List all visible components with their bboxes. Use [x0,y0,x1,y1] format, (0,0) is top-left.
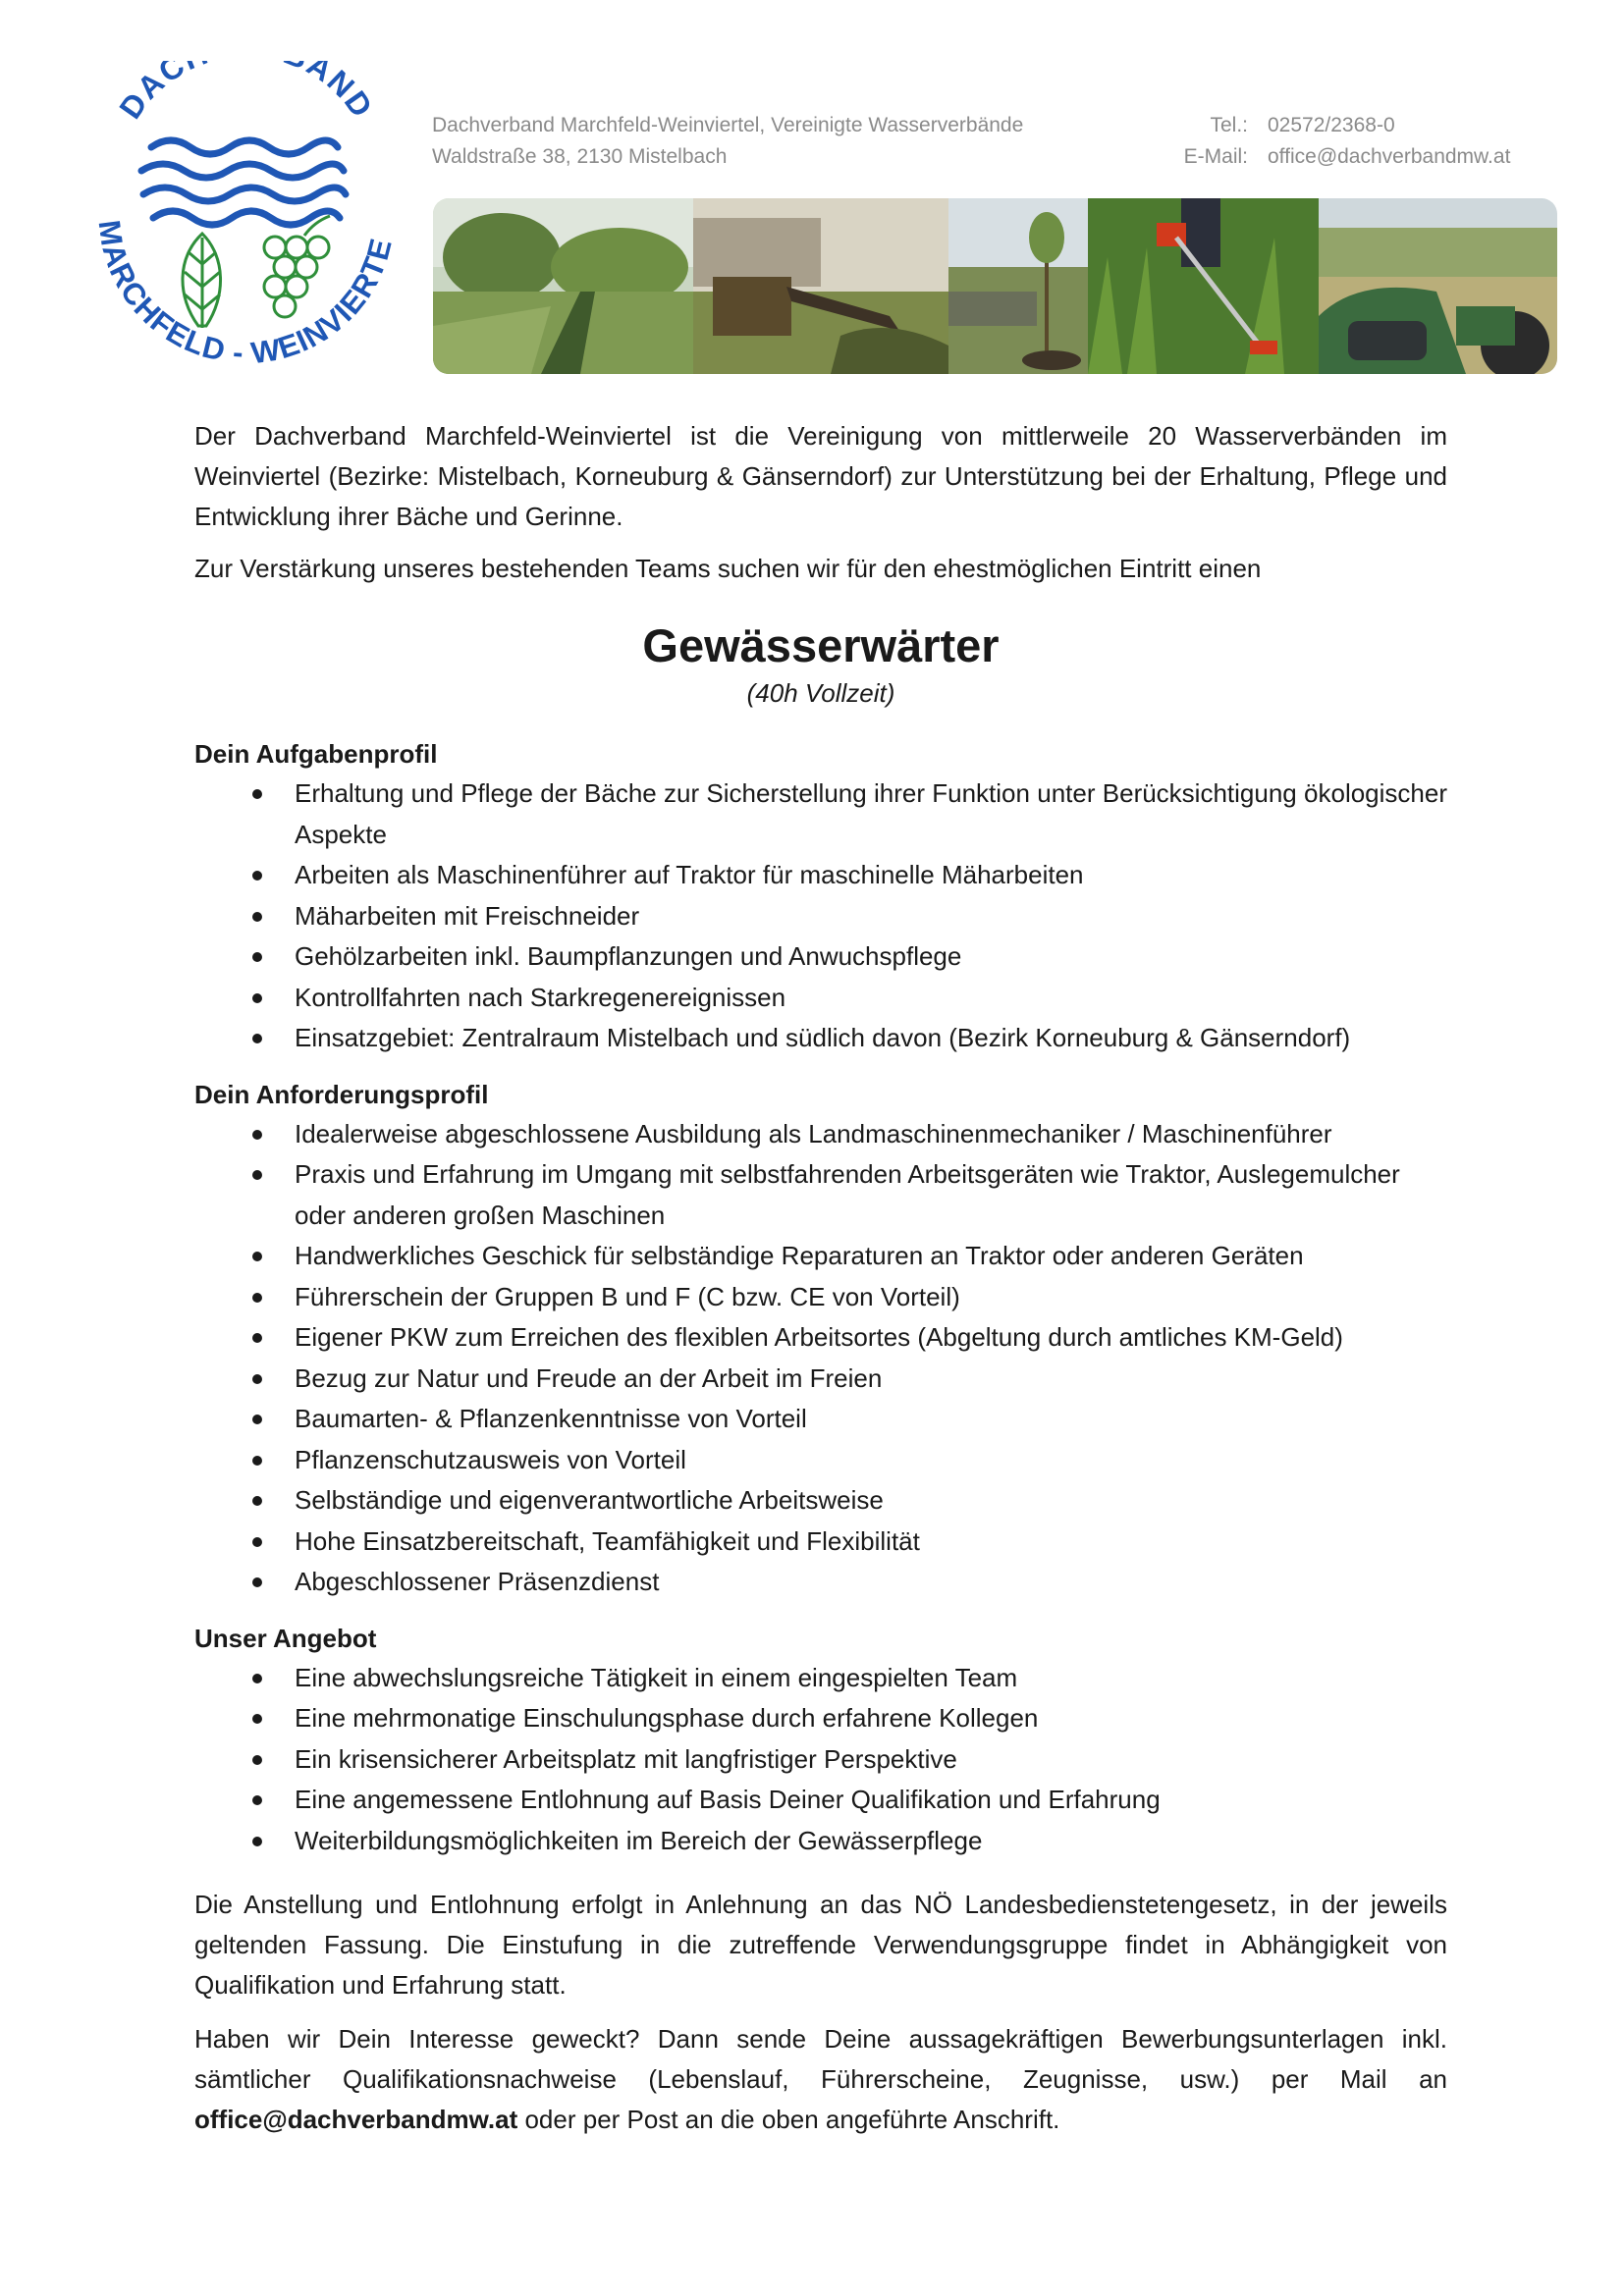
list-item: Bezug zur Natur und Freude an der Arbeit im Freien [194,1359,1447,1400]
tel-value: 02572/2368-0 [1268,114,1395,136]
apply-email-link[interactable]: office@dachverbandmw.at [194,2105,518,2134]
ditch-landscape-photo [433,198,693,374]
list-item: Eine mehrmonatige Einschulungsphase durch erfahrene Kollegen [194,1698,1447,1739]
invite-sentence: Zur Verstärkung unseres bestehenden Teams suchen wir für den ehestmöglichen Eintritt einen [194,554,1262,583]
apply-text-after: oder per Post an die oben angeführte Anschrift. [517,2105,1060,2134]
list-item: Idealerweise abgeschlossene Ausbildung als Landmaschinenmechaniker / Maschinenführer [194,1114,1447,1155]
section-heading-anforderungsprofil: Dein Anforderungsprofil [194,1079,489,1109]
list-item: Gehölzarbeiten inkl. Baumpflanzungen und Anwuchspflege [194,936,1447,978]
section-heading-angebot: Unser Angebot [194,1623,377,1653]
org-address-line: Waldstraße 38, 2130 Mistelbach [432,145,728,168]
job-ad-content [194,416,1447,2140]
svg-text:MARCHFELD - WEINVIERTEL: MARCHFELD - WEINVIERTE [91,218,399,371]
list-item: Handwerkliches Geschick für selbständige Reparaturen an Traktor oder anderen Geräten [194,1236,1447,1277]
list-item: Kontrollfahrten nach Starkregenereignissen [194,978,1447,1019]
list-item: Erhaltung und Pflege der Bäche zur Sicherstellung ihrer Funktion unter Berücksichtigung ökologischer Aspekte [194,774,1447,855]
tree-planting-photo [948,198,1088,374]
email-label: E-Mail: [1183,145,1248,168]
list-item: Einsatzgebiet: Zentralraum Mistelbach und südlich davon (Bezirk Korneuburg & Gänserndorf) [194,1018,1447,1059]
email-value: office@dachverbandmw.at [1268,145,1511,168]
tractor-mower-photo [1319,198,1557,374]
list-item: Abgeschlossener Präsenzdienst [194,1562,1447,1603]
list-item: Selbständige und eigenverantwortliche Arbeitsweise [194,1480,1447,1522]
intro-paragraph: Der Dachverband Marchfeld-Weinviertel ist die Vereinigung von mittlerweile 20 Wasserverbänden im Weinviertel (Bezirke: Mistelbach, Korneuburg & Gänserndorf) zur Unterstützung bei der Erhaltung, Pflege und Entwicklung ihrer Bäche und Gerinne. [194,421,1447,531]
list-item: Führerschein der Gruppen B und F (C bzw. CE von Vorteil) [194,1277,1447,1318]
dachverband-logo [82,61,406,377]
application-paragraph [194,2019,1447,2140]
list-item: Arbeiten als Maschinenführer auf Traktor für maschinelle Mäharbeiten [194,855,1447,896]
svg-text:DACHVERBAND: DAC AND [112,61,381,126]
brush-cutter-photo [1088,198,1319,374]
list-item: Mäharbeiten mit Freischneider [194,896,1447,937]
list-item: Pflanzenschutzausweis von Vorteil [194,1440,1447,1481]
list-item: Hohe Einsatzbereitschaft, Teamfähigkeit und Flexibilität [194,1522,1447,1563]
job-title: Gewässerwärter [642,619,1000,671]
org-name-line: Dachverband Marchfeld-Weinviertel, Vereinigte Wasserverbände [432,114,1024,136]
aufgabenprofil-list [194,774,1447,1059]
excavator-photo [693,198,948,374]
anforderungsprofil-list [194,1114,1447,1603]
list-item: Praxis und Erfahrung im Umgang mit selbstfahrenden Arbeitsgeräten wie Traktor, Auslegemulcher oder anderen großen Maschinen [194,1154,1447,1236]
closing-paragraph: Die Anstellung und Entlohnung erfolgt in Anlehnung an das NÖ Landesbedienstetengesetz, in der jeweils geltenden Fassung. Die Einstufung in die zutreffende Verwendungsgruppe findet in Abhängigkeit von Qualifikation und Erfahrung statt. [194,1890,1447,2000]
list-item: Eigener PKW zum Erreichen des flexiblen Arbeitsortes (Abgeltung durch amtliches KM-Geld) [194,1317,1447,1359]
list-item: Weiterbildungsmöglichkeiten im Bereich der Gewässerpflege [194,1821,1447,1862]
job-subtitle: (40h Vollzeit) [746,678,895,708]
list-item: Eine abwechslungsreiche Tätigkeit in einem eingespielten Team [194,1658,1447,1699]
header-photo-strip [433,198,1557,374]
organization-contact-block [432,110,1537,173]
list-item: Ein krisensicherer Arbeitsplatz mit langfristiger Perspektive [194,1739,1447,1781]
list-item: Eine angemessene Entlohnung auf Basis Deiner Qualifikation und Erfahrung [194,1780,1447,1821]
tel-label: Tel.: [1210,114,1248,136]
section-heading-aufgabenprofil: Dein Aufgabenprofil [194,739,438,769]
apply-text-before: Haben wir Dein Interesse geweckt? Dann sende Deine aussagekräftigen Bewerbungsunterlagen inkl. sämtlicher Qualifikationsnachweise (Lebenslauf, Führerscheine, Zeugnisse, usw.) per Mail an [194,2024,1447,2094]
list-item: Baumarten- & Pflanzenkenntnisse von Vorteil [194,1399,1447,1440]
angebot-list [194,1658,1447,1862]
